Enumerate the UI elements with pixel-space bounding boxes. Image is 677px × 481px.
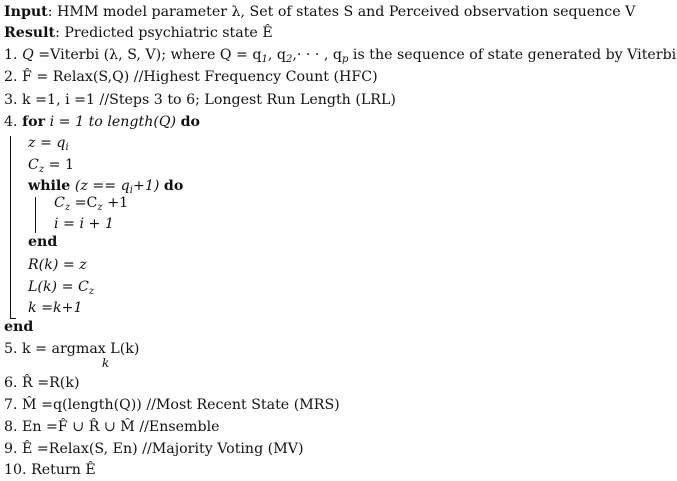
step1-q: Q <box>22 47 34 63</box>
end-outer-keyword: end <box>4 319 34 335</box>
result-label: Result <box>4 25 56 41</box>
assign-lk: $L(k) = C_z$ <box>28 279 95 297</box>
while-do-keyword: do <box>163 178 184 194</box>
inc-i: i = i + 1 <box>54 216 114 232</box>
step-3: 3. k =1, i =1 //Steps 3 to 6; Longest Run Length (LRL) <box>4 92 396 108</box>
step-1: 1. Q =Viterbi (λ, S, V); where $Q = q_1$, $q_2,\cdot$ · · , $q_p$ is the sequence of state generated by Viterbi <box>4 47 677 65</box>
rk: R(k) = z <box>28 257 87 273</box>
step1-text: =Viterbi (λ, S, V); where Q = q <box>33 47 262 63</box>
increment-i <box>54 214 114 235</box>
increment-cz: $C_z =C_z +1$ <box>54 195 129 213</box>
step-7: 7. M̂ =q(length(Q)) //Most Recent State (MRS) <box>4 397 340 413</box>
inc-cz-end: +1 <box>102 195 129 211</box>
result-text: : Predicted psychiatric state Ê <box>55 25 273 41</box>
assign-cz: $C_z = 1$ <box>28 157 75 175</box>
result-line <box>4 23 273 44</box>
step-6: 6. R̂ =R(k) <box>4 375 80 391</box>
while-loop-bracket <box>35 197 36 233</box>
step-4 <box>4 112 200 133</box>
input-text: : HMM model parameter λ, Set of states S and Perceived observation sequence V <box>47 4 636 20</box>
do-keyword: do <box>180 114 200 130</box>
inc-cz: =C <box>70 195 98 211</box>
input-label: Input <box>4 4 48 20</box>
assign-rk <box>28 255 87 276</box>
cz-val: = 1 <box>44 157 75 173</box>
step1-prefix: 1. <box>4 47 18 63</box>
lk: L(k) = C <box>28 279 89 295</box>
while-condition-end: +1) <box>132 178 160 194</box>
for-loop-bracket <box>10 136 11 318</box>
end-keyword: end <box>28 234 58 250</box>
step1-rest: is the sequence of state generated by Viterbi <box>348 47 677 63</box>
step5-subscript <box>102 356 109 370</box>
step4-num: 4. <box>4 114 18 130</box>
assign-z: $z = q_i$ <box>28 135 69 153</box>
for-end <box>4 317 33 338</box>
cz-var: C <box>28 157 39 173</box>
step-2: 2. F̂ = Relax(S,Q) //Highest Frequency Count (HFC) <box>4 69 378 85</box>
step-8: 8. En =F̂ ∪ R̂ ∪ M̂ //Ensemble <box>4 419 220 435</box>
kinc: k =k+1 <box>28 300 83 316</box>
increment-k <box>28 298 83 319</box>
argmax-sub: k <box>102 356 110 370</box>
step-10: 10. Return Ê <box>4 462 96 478</box>
while-keyword: while <box>28 178 71 194</box>
step-5: 5. k = argmax L(k) <box>4 341 140 357</box>
for-keyword: for <box>22 114 46 130</box>
for-condition: i = 1 to length(Q) <box>49 114 177 130</box>
while-end <box>28 232 57 253</box>
step-9: 9. Ê =Relax(S, En) //Majority Voting (MV) <box>4 441 304 457</box>
z-assign: z = q <box>28 135 66 151</box>
while-condition: (z == q <box>74 178 130 194</box>
input-line <box>4 2 635 23</box>
while-line: while $(z == q_i+1)$ do <box>28 178 184 196</box>
